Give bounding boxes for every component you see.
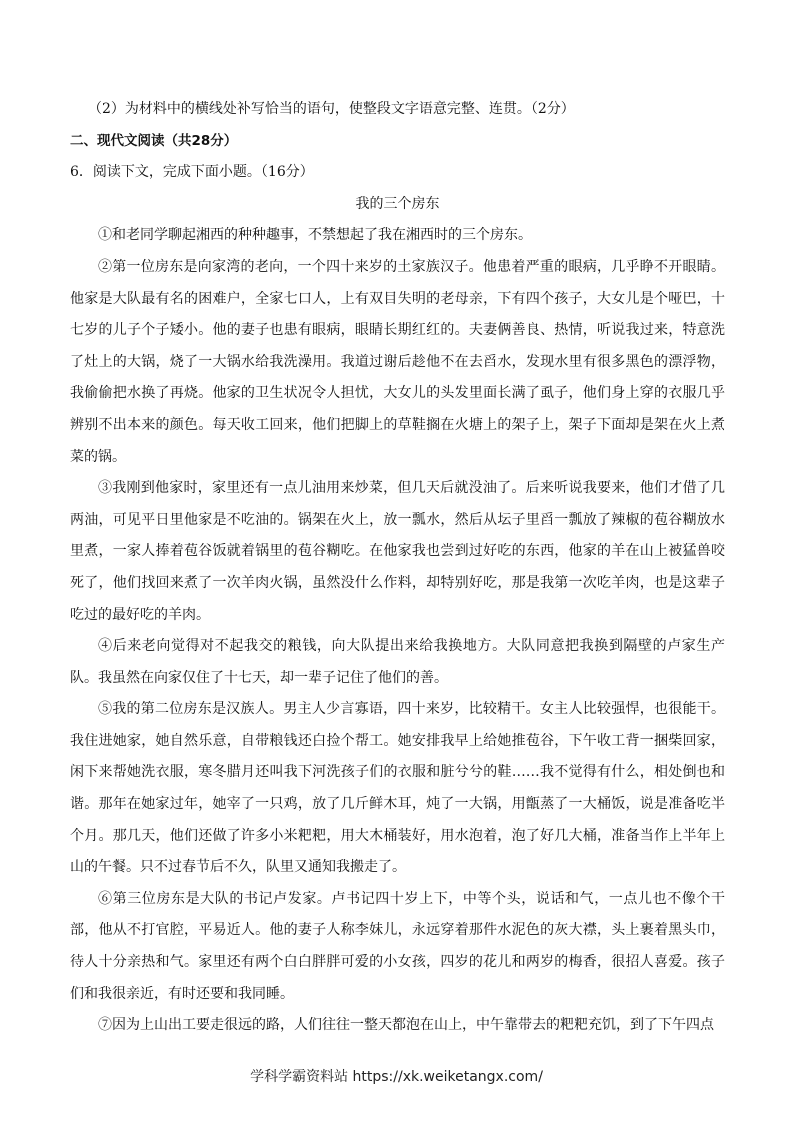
paragraph-6: ⑥第三位房东是大队的书记卢发家。卢书记四十岁上下，中等个头，说话和气，一点儿也不像个干部，他从不打官腔，平易近人。他的妻子人称李妹儿，永远穿着那件水泥色的灰大襟，头上裹着黑头巾，待人十分亲热和气。家里还有两个白白胖胖可爱的小女孩，四岁的花儿和两岁的梅香，很招人喜爱。孩子们和我很亲近，有时还要和我同睡。: [70, 890, 725, 1002]
paragraph-7: ⑦因为上山出工要走很远的路，人们往往一整天都泡在山上，中午靠带去的粑粑充饥，到了下午四点: [98, 1017, 714, 1034]
paragraph-5: ⑤我的第二位房东是汉族人。男主人少言寡语，四十来岁，比较精干。女主人比较强悍，也很能干。我住进她家，她自然乐意，自带粮钱还白捡个帮工。她安排我早上给她推苞谷，下午收工背一捆柴回家，闲下来帮她洗衣服，寒冬腊月还叫我下河洗孩子们的衣服和脏兮兮的鞋……我不觉得有什么，相处倒也和谐。那年在她家过年，她宰了一只鸡，放了几斤鲜木耳，炖了一大锅，用甑蒸了一大桶饭，说是准备吃半个月。那几天，他们还做了许多小米粑粑，用大木桶装好，用水泡着，泡了好几大桶，准备当作上半年上山的午餐。只不过春节后不久，队里又通知我搬走了。: [70, 701, 725, 876]
document-page: [70, 94, 725, 1042]
paragraph-1: ①和老同学聊起湘西的种种趣事，不禁想起了我在湘西时的三个房东。: [98, 227, 532, 244]
footer-watermark: 学科学霸资料站 https://xk.weiketangx.com/: [250, 1069, 543, 1085]
question-2-text: （2）为材料中的横线处补写恰当的语句，使整段文字语意完整、连贯。（2分）: [88, 101, 575, 117]
article-title: 我的三个房东: [355, 195, 440, 212]
section-heading: 二、现代文阅读（共28分）: [70, 132, 238, 149]
paragraph-2: ②第一位房东是向家湾的老向，一个四十来岁的土家族汉子。他患着严重的眼病，几乎睁不开眼睛。他家是大队最有名的困难户，全家七口人，上有双目失明的老母亲，下有四个孩子，大女儿是个哑巴，十七岁的儿子个子矮小。他的妻子也患有眼病，眼睛长期红红的。夫妻俩善良、热情，听说我过来，特意洗了灶上的大锅，烧了一大锅水给我洗澡用。我道过谢后趁他不在去舀水，发现水里有很多黑色的漂浮物，我偷偷把水换了再烧。他家的卫生状况令人担忧，大女儿的头发里面长满了虱子，他们身上穿的衣服几乎辨别不出本来的颜色。每天收工回来，他们把脚上的草鞋搁在火塘上的架子上，架子下面却是架在火上煮菜的锅。: [70, 258, 725, 465]
paragraph-4: ④后来老向觉得对不起我交的粮钱，向大队提出来给我换地方。大队同意把我换到隔壁的卢家生产队。我虽然在向家仅住了十七天，却一辈子记住了他们的善。: [70, 638, 725, 686]
question-6-text: 6．阅读下文，完成下面小题。（16分）: [70, 164, 314, 181]
paragraph-3: ③我刚到他家时，家里还有一点儿油用来炒菜，但几天后就没油了。后来听说我要来，他们才借了几两油，可见平日里他家是不吃油的。锅架在火上，放一瓢水，然后从坛子里舀一瓢放了辣椒的苞谷糊放水里煮，一家人捧着苞谷饭就着锅里的苞谷糊吃。在他家我也尝到过好吃的东西，他家的羊在山上被猛兽咬死了，他们找回来煮了一次羊肉火锅，虽然没什么作料，却特别好吃，那是我第一次吃羊肉，也是这辈子吃过的最好吃的羊肉。: [70, 480, 725, 623]
